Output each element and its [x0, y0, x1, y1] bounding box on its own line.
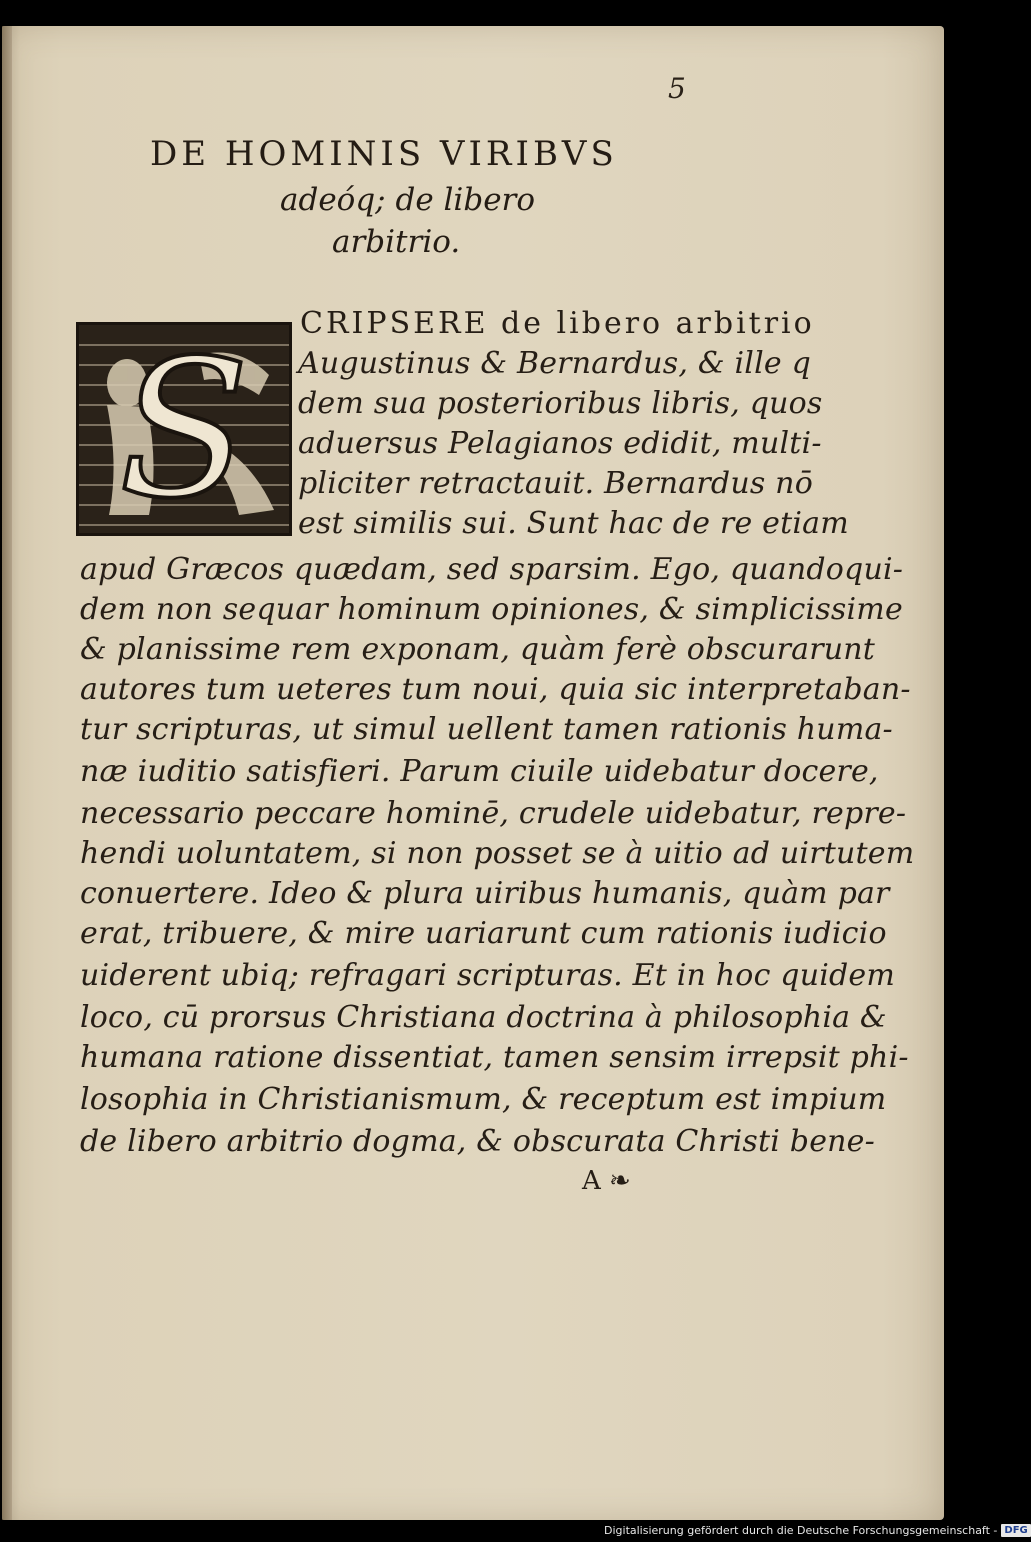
body-line: necessario peccare hominē, crudele uidebatur, repre- — [80, 796, 907, 831]
body-line: conuertere. Ideo & plura uiribus humanis, quàm par — [80, 876, 890, 911]
body-line: hendi uoluntatem, si non posset se à uitio ad uirtutem — [80, 836, 915, 871]
body-line: erat, tribuere, & mire uariarunt cum rationis iudicio — [80, 916, 887, 951]
body-line: uiderent ubiq; refragari scripturas. Et in hoc quidem — [80, 958, 896, 993]
body-line: aduersus Pelagianos edidit, multi- — [298, 426, 822, 461]
body-line: autores tum ueteres tum noui, quia sic interpretaban- — [80, 672, 911, 707]
body-line: apud Græcos quædam, sed sparsim. Ego, quandoqui- — [80, 552, 904, 587]
body-line: losophia in Christianismum, & receptum est impium — [80, 1082, 887, 1117]
woodcut-initial-illustration — [79, 319, 289, 540]
body-line: pliciter retractauit. Bernardus nō — [298, 466, 813, 501]
body-line: dem sua posterioribus libris, quos — [298, 386, 823, 421]
decorated-initial — [76, 319, 292, 540]
page-number: 5 — [668, 72, 686, 105]
signature-mark: A ❧ — [582, 1166, 631, 1196]
body-line: & planissime rem exponam, quàm ferè obscurarunt — [80, 632, 876, 667]
body-line: tur scripturas, ut simul uellent tamen rationis huma- — [80, 712, 893, 747]
body-line: loco, cū prorsus Christiana doctrina à philosophia & — [80, 1000, 887, 1035]
body-line: est similis sui. Sunt hac de re etiam — [298, 506, 849, 541]
body-line: Augustinus & Bernardus, & ille q — [298, 346, 811, 381]
body-line: humana ratione dissentiat, tamen sensim irrepsit phi- — [80, 1040, 909, 1075]
title-line-3: arbitrio. — [332, 224, 461, 260]
title-line-2: adeóq; de libero — [280, 182, 536, 218]
footer-text: Digitalisierung gefördert durch die Deutsche Forschungsgemeinschaft - — [604, 1524, 998, 1537]
title-line-1: DE HOMINIS VIRIBVS — [150, 134, 618, 174]
digitization-footer — [604, 1524, 1031, 1537]
initial-letter: S — [118, 319, 250, 540]
body-line: CRIPSERE de libero arbitrio — [300, 306, 815, 341]
dfg-logo: DFG — [1001, 1524, 1030, 1537]
spine-edge — [2, 26, 12, 1520]
body-line: næ iuditio satisfieri. Parum ciuile uidebatur docere, — [80, 754, 879, 789]
body-line: de libero arbitrio dogma, & obscurata Christi bene- — [80, 1124, 875, 1159]
body-line: dem non sequar hominum opiniones, & simplicissime — [80, 592, 903, 627]
